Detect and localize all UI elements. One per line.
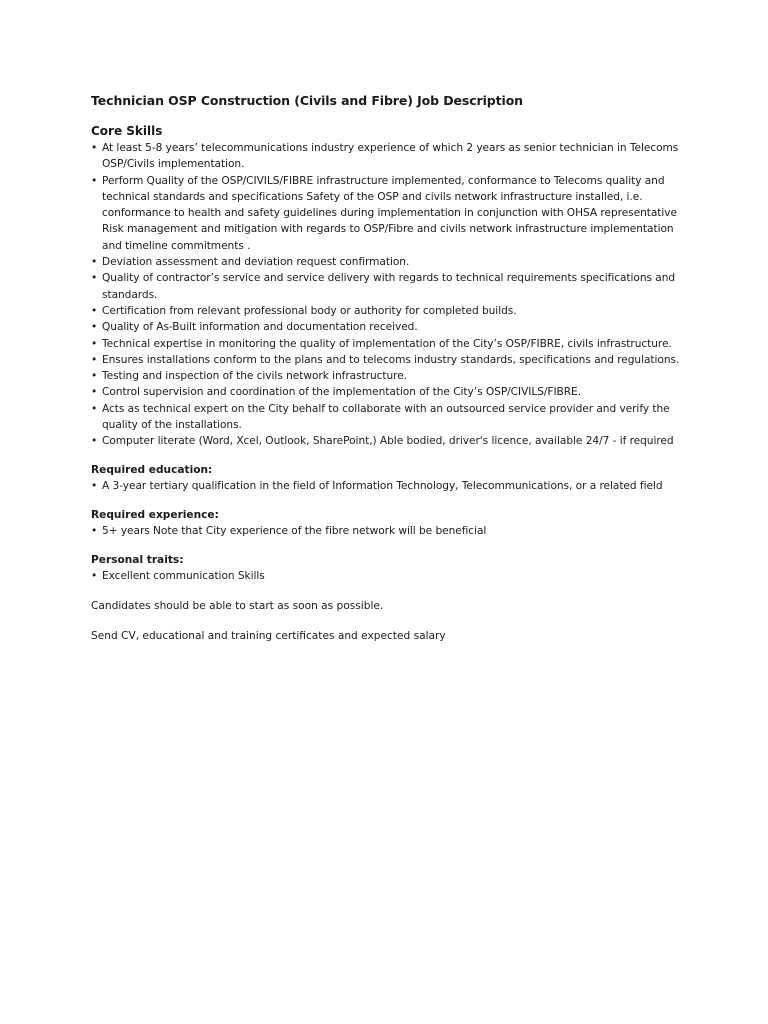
bullet-icon: • (91, 479, 98, 492)
list-item (91, 568, 681, 584)
list-item-text: Testing and inspection of the civils network infrastructure. (102, 370, 408, 383)
bullet-icon: • (91, 337, 98, 350)
education-list (91, 478, 681, 494)
personal-traits-heading: Personal traits: (91, 554, 184, 567)
list-item (91, 433, 681, 449)
list-item (91, 270, 681, 303)
document-title: Technician OSP Construction (Civils and Fibre) Job Description (91, 93, 523, 108)
list-item-text: 5+ years Note that City experience of the fibre network will be beneficial (102, 524, 487, 537)
list-item-text: Computer literate (Word, Xcel, Outlook, SharePoint,) Able bodied, driver's licence, available 24/7 - if required (102, 435, 674, 448)
list-item (91, 352, 681, 368)
list-item (91, 368, 681, 384)
required-education-heading: Required education: (91, 463, 213, 476)
list-item (91, 523, 681, 539)
bullet-icon: • (91, 570, 98, 583)
experience-list (91, 523, 681, 539)
list-item-text: Technical expertise in monitoring the quality of implementation of the City’s OSP/FIBRE, civils infrastructure. (102, 337, 672, 350)
list-item-text: Acts as technical expert on the City behalf to collaborate with an outsourced service provider and verify the quality of the installations. (102, 402, 670, 432)
list-item-text: Quality of As-Built information and documentation received. (102, 321, 418, 334)
list-item-text: Quality of contractor’s service and service delivery with regards to technical requirements specifications and standards. (102, 272, 676, 301)
list-item (91, 254, 681, 270)
list-item-text: Perform Quality of the OSP/CIVILS/FIBRE infrastructure implemented, conformance to Telecoms quality and technical standards and specifications Safety of the OSP and civils network infrastructure installed, i.e. conformance to health and safety guidelines during implementation in conjunction with OHSA representative Risk management and mitigation with regards to OSP/Fibre and civils network infrastructure implementation and timeline commitments . (102, 174, 677, 252)
list-item-text: Deviation assessment and deviation request confirmation. (102, 256, 410, 269)
list-item (91, 173, 681, 254)
bullet-icon: • (91, 524, 98, 537)
bullet-icon: • (91, 370, 98, 383)
bullet-icon: • (91, 386, 98, 399)
bullet-icon: • (91, 272, 98, 285)
bullet-icon: • (91, 435, 98, 448)
traits-list (91, 568, 681, 584)
list-item-text: Ensures installations conform to the plans and to telecoms industry standards, specifications and regulations. (102, 353, 680, 366)
list-item (91, 140, 681, 173)
list-item-text: Certification from relevant professional body or authority for completed builds. (102, 304, 517, 317)
send-note: Send CV, educational and training certificates and expected salary (91, 629, 446, 642)
list-item (91, 336, 681, 352)
bullet-icon: • (91, 256, 98, 269)
list-item (91, 401, 681, 434)
list-item-text: A 3-year tertiary qualification in the field of Information Technology, Telecommunications, or a related field (102, 479, 663, 492)
list-item-text: At least 5-8 years’ telecommunications industry experience of which 2 years as senior technician in Telecoms OSP/Civils implementation. (102, 142, 679, 171)
bullet-icon: • (91, 353, 98, 366)
document-content (91, 92, 681, 644)
list-item (91, 303, 681, 319)
bullet-icon: • (91, 142, 98, 154)
list-item (91, 478, 681, 494)
bullet-icon: • (91, 321, 98, 334)
bullet-icon: • (91, 402, 98, 415)
list-item (91, 319, 681, 335)
list-item-text: Control supervision and coordination of the implementation of the City’s OSP/CIVILS/FIBRE. (102, 386, 582, 399)
required-experience-heading: Required experience: (91, 508, 219, 521)
core-skills-heading: Core Skills (91, 124, 163, 138)
list-item-text: Excellent communication Skills (102, 570, 265, 583)
core-skills-list (91, 140, 681, 450)
start-note: Candidates should be able to start as soon as possible. (91, 599, 384, 612)
list-item (91, 384, 681, 400)
bullet-icon: • (91, 174, 98, 187)
bullet-icon: • (91, 304, 98, 317)
